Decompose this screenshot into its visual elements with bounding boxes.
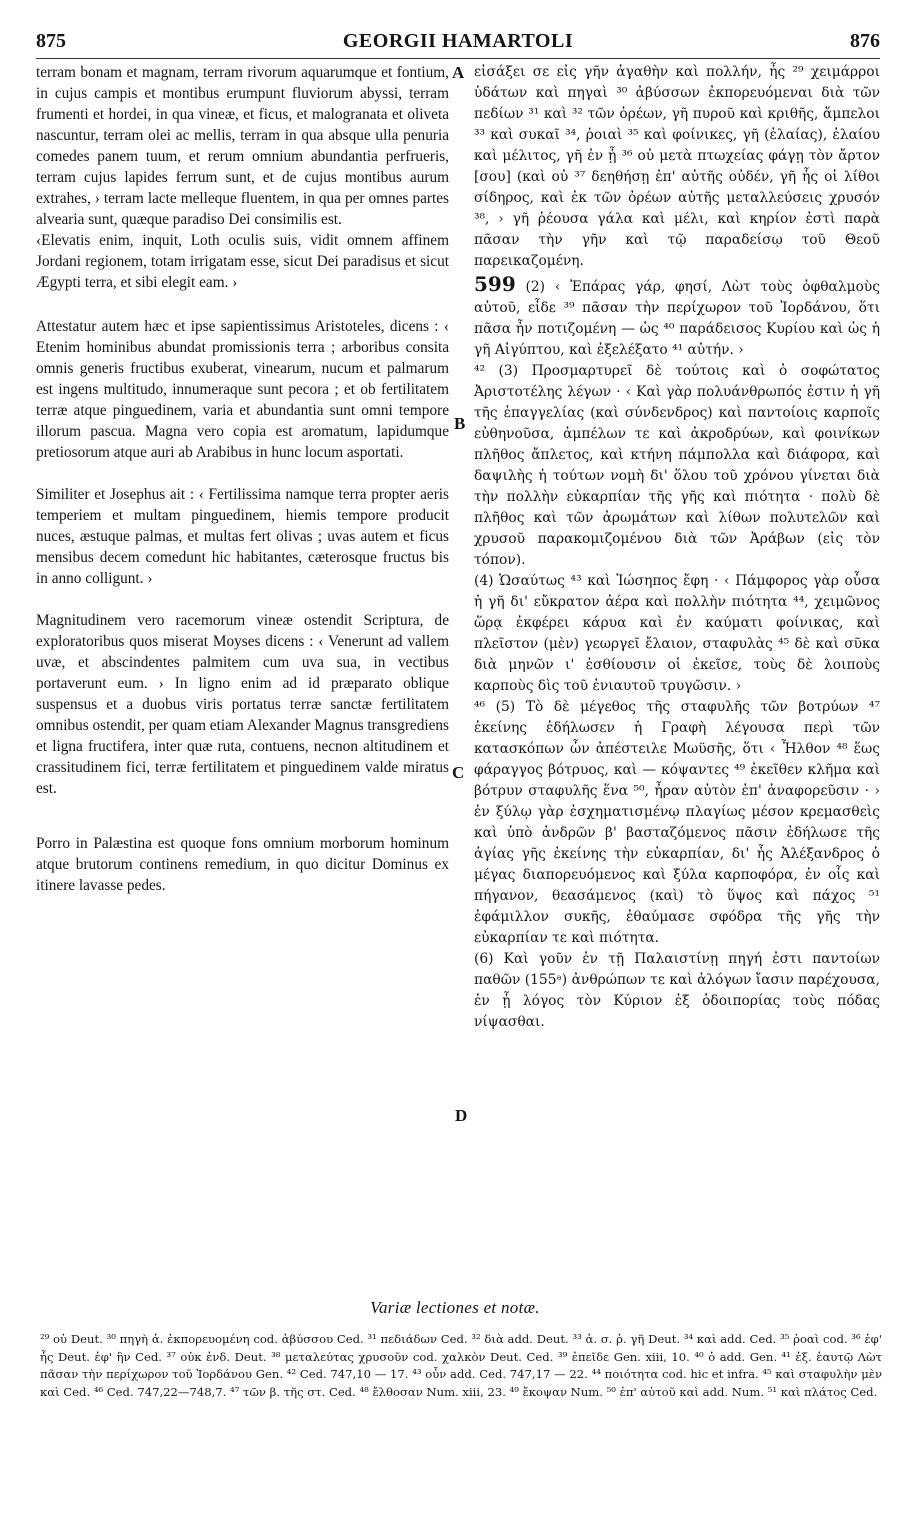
greek-paragraph: (6) Καὶ γοῦν ἐν τῇ Παλαιστίνῃ πηγή ἐστι παντοίων παθῶν (155ᵃ) ἀνθρώπων τε καὶ ἀλόγων ἴασιν παρέχουσα, ἐν ᾗ λόγος τὸν Κύριον ἐξ ὁδοιπορίας τοὺς πόδας νίψασθαι.: [474, 951, 880, 1030]
greek-paragraph: [474, 274, 880, 361]
header-rule: [36, 58, 880, 59]
column-number: 599: [474, 272, 516, 296]
greek-paragraph: ⁴⁶ (5) Τὸ δὲ μέγεθος τῆς σταφυλῆς τῶν βοτρύων ⁴⁷ ἐκείνης ἐδήλωσεν ἡ Γραφὴ λέγουσα περὶ τῶν κατασκόπων ὧν ἀπέστειλε Μωϋσῆς, ὅτι ‹ Ἦλθον ⁴⁸ ἕως φάραγγος βότρυος, καὶ — κόψαντες ⁴⁹ ἐκεῖθεν κλῆμα καὶ βότρυν σταφυλῆς ἕνα ⁵⁰, ἦραν αὐτὸν ἐπ' ἀναφορεῦσιν · › ἐν ξύλῳ γὰρ ἐσχηματισμένῳ πλαγίως μέσον κρεμασθεὶς καὶ ὑπὸ ἀνδρῶν β' βασταζόμενος πᾶσιν ἐδήλωσε τῆς ἁγίας γῆς ἐκείνης τὴν εὐκαρπίαν, δι' ἧς Ἀλέξανδρος ὁ μέγας διαπορευόμενος καὶ ξύλα καρποφόρα, ἐν οἷς καὶ πήγανον, θεασάμενος (καὶ) τὸ ὕψος καὶ πάχος ⁵¹ ἐφάμιλλον συκῆς, ἐθαύμασε σφόδρα τῆς γῆς τὴν εὐκαρπίαν τε καὶ πιότητα.: [474, 699, 880, 946]
section-marker-b: B: [454, 414, 466, 433]
running-header: [36, 30, 880, 56]
latin-paragraph: Magnitudinem vero racemorum vineæ ostendit Scriptura, de exploratoribus quos miserat Moyses dicens : ‹ Venerunt ad vallem uvæ, et abscindentes palmitem cum uva sua, in vectibus portaverunt eum. › In ligno enim ad id præparato oblique suspensus et a duobus viris portatus terræ sanctæ fertilitatem omnibus ostendit, per quam etiam Alexander Magnus transgrediens et ligna fructifera, inter quæ ruta, contuens, necnon altitudinem et crassitudinem fici, terræ fertilitatem et pinguedinem valde miratus est.: [36, 612, 449, 797]
greek-paragraph-text: (2) ‹ Ἐπάρας γάρ, φησί, Λὼτ τοὺς ὀφθαλμοὺς αὐτοῦ, εἶδε ³⁹ πᾶσαν τὴν περίχωρον τοῦ Ἰορδάνου, ὅτι πᾶσα ἦν ποτιζομένη — ὡς ⁴⁰ παράδεισος Κυρίου καὶ ὡς ἡ γῆ Αἰγύπτου, καὶ ἐξελέξατο ⁴¹ αὐτήν. ›: [474, 279, 881, 358]
latin-paragraph: terram bonam et magnam, terram rivorum aquarumque et fontium, in cujus campis et montibus erumpunt fluviorum abyssi, terram frumenti et hordei, in qua vineæ, et ficus, et malogranata et oliveta nascuntur, terram olei ac mellis, terram in qua absque ulla penuria comedes panem tuum, et rerum omnium abundantia perfrueris, terram cujus lapides ferrum sunt, et de cujus montibus aurum extrahes, › terram lacte melleque fluentem, in qua per omnes partes alvearia sunt, quæque paradiso Dei consimilis est.: [36, 64, 449, 228]
section-marker-a: A: [452, 63, 465, 82]
notes-title: Variæ lectiones et notæ.: [370, 1298, 540, 1317]
greek-column: [474, 62, 880, 1033]
latin-paragraph: Attestatur autem hæc et ipse sapientissimus Aristoteles, dicens : ‹ Etenim hominibus abundat promissionis terra ; arboribus consita omnis generis fructibus exuberat, vinearum, nucum et palmarum est ingens multitudo, innumeraque sunt pecora ; et ob fertilitatem terræ atque pinguedinem, varia et abundantia sunt omni tempore illorum pascua. Magna vero copia est aromatum, lapidumque pretiosorum atque auri ab Arabibus in hunc locum asportati.: [36, 318, 449, 461]
greek-paragraph: ⁴² (3) Προσμαρτυρεῖ δὲ τούτοις καὶ ὁ σοφώτατος Ἀριστοτέλης λέγων · ‹ Καὶ γὰρ πολυάνθρωπός ἐστιν ἡ γῆ τῆς ἐπαγγελίας (καὶ σύνδενδρος) καὶ παντοίοις καρποῖς εὐθηνοῦσα, ἀμπέλων τε καὶ ἀκροδρύων, καὶ φοινίκων πλῆθος ἄπλετος, καὶ κτήνη πάμπολλα καὶ διάφορα, καὶ δαψιλὴς ἡ τούτων νομὴ δι' ὅλου τοῦ χρόνου γίνεται διὰ τὴν πολλὴν εὐκαρπίαν τῆς γῆς καὶ πιότητα · πολὺ δὲ πλῆθος καὶ τῶν ἀρωμάτων καὶ λίθων πολυτελῶν καὶ χρυσοῦ παρακομιζομένου διὰ τῶν Ἀράβων (εἰς τὸν τόπον).: [474, 363, 880, 568]
latin-column: [36, 62, 449, 896]
page-number-left: 875: [36, 30, 66, 52]
greek-paragraph: (4) Ὡσαύτως ⁴³ καὶ Ἰώσηπος ἔφη · ‹ Πάμφορος γὰρ οὖσα ἡ γῆ δι' εὔκρατον ἀέρα καὶ πολλὴν πιότητα ⁴⁴, χειμῶνος ὥρᾳ ἐκφέρει κάρυα καὶ ἐν καύματι φοίνικας, καὶ πλεῖστον (μὲν) γεωργεῖ ἔλαιον, σταφυλὰς ⁴⁵ δὲ καὶ σῦκα διὰ μηνῶν ι' ἐσθίουσιν οἱ ἐκεῖσε, τοὺς δὲ λοιποὺς καρποὺς δὶς τοῦ ἐνιαυτοῦ τρυγῶσιν. ›: [474, 573, 880, 694]
latin-paragraph: ‹Elevatis enim, inquit, Loth oculis suis, vidit omnem affinem Jordani regionem, totam irrigatam esse, sicut Dei paradisus et sicut Ægypti terra, et sibi elegit eam. ›: [36, 232, 449, 291]
section-marker-d: D: [455, 1106, 468, 1125]
greek-paragraph: εἰσάξει σε εἰς γῆν ἀγαθὴν καὶ πολλήν, ἧς ²⁹ χειμάρροι ὑδάτων καὶ πηγαὶ ³⁰ ἀβύσσων ἐκπορευόμεναι διὰ τῶν πεδίων ³¹ καὶ ³² τῶν ὀρέων, γῆ πυροῦ καὶ κριθῆς, ἄμπελοι ³³ καὶ συκαῖ ³⁴, ῥοιαὶ ³⁵ καὶ φοίνικες, γῆ (ἐλαίας), ἐλαίου καὶ μέλιτος, γῆ ἐν ᾗ ³⁶ οὐ μετὰ πτωχείας φάγῃ τὸν ἄρτον [σου] (καὶ οὐ ³⁷ δεηθήσῃ ἐπ' αὐτῆς οὐδέν, γῆ ἧς οἱ λίθοι σίδηρος, καὶ ἐκ τῶν ὀρέων αὐτῆς μεταλλεύσεις χρυσόν ³⁸, › γῆ ῥέουσα γάλα καὶ μέλι, καὶ κηρίον ἐστὶ παρὰ πᾶσαν τὴν γῆν καὶ τῷ παραδείσῳ τοῦ Θεοῦ παρεικαζομένη.: [474, 64, 880, 269]
latin-paragraph: Similiter et Josephus ait : ‹ Fertilissima namque terra propter aeris temperiem et multam pinguedinem, hiemis tempore producit nuces, æstuque palmas, et multas fert olivas ; uvas autem et ficus mensibus decem comedunt hic habitantes, cæterosque fructus bis in anno colligunt. ›: [36, 486, 449, 587]
page-number-right: 876: [850, 30, 880, 52]
running-title: GEORGII HAMARTOLI: [342, 30, 574, 52]
variant-readings-notes: ²⁹ οὐ Deut. ³⁰ πηγὴ ἀ. ἐκπορευομένη cod. ἀβύσσου Ced. ³¹ πεδιάδων Ced. ³² διὰ add. Deut. ³³ ἀ. σ. ῥ. γῆ Deut. ³⁴ καὶ add. Ced. ³⁵ ῥοαὶ cod. ³⁶ ἐφ' ἧς Deut. ἐφ' ἣν Ced. ³⁷ οὐκ ἐνδ. Deut. ³⁸ μεταλεύτας χρυσοῦν cod. χαλκὸν Deut. Ced. ³⁹ ἐπεῖδε Gen. xiii, 10. ⁴⁰ ὁ add. Gen. ⁴¹ ἐξ. ἑαυτῷ Λὼτ πᾶσαν τὴν περίχωρον τοῦ Ἰορδάνου Gen. ⁴² Ced. 747,10 — 17. ⁴³ οὖν add. Ced. 747,17 — 22. ⁴⁴ ποιότητα cod. hic et infra. ⁴⁵ καὶ σταφυλὴν μὲν καὶ Ced. ⁴⁶ Ced. 747,22—748,7. ⁴⁷ τῶν β. τῆς στ. Ced. ⁴⁸ ἔλθοσαν Num. xiii, 23. ⁴⁹ ἔκοψαν Num. ⁵⁰ ἐπ' αὐτοῦ καὶ add. Num. ⁵¹ καὶ πλάτος Ced.: [40, 1332, 882, 1399]
latin-paragraph: Porro in Palæstina est quoque fons omnium morborum hominum atque brutorum continens remedium, in quo dicitur Dominus ex itinere lavasse pedes.: [36, 835, 449, 894]
section-marker-c: C: [452, 763, 465, 782]
